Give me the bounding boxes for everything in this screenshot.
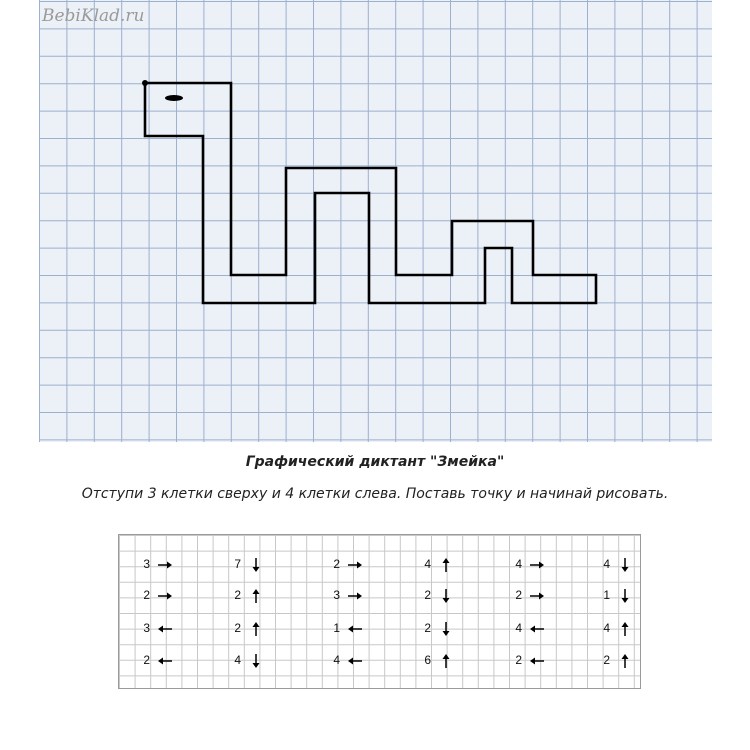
arrow-right-icon xyxy=(345,555,365,575)
arrow-up-icon xyxy=(615,651,635,671)
step-count: 2 xyxy=(143,588,150,602)
start-dot xyxy=(142,80,148,86)
arrow-up-icon xyxy=(615,619,635,639)
step-count: 2 xyxy=(333,557,340,571)
step-count: 7 xyxy=(234,557,241,571)
step-count: 4 xyxy=(515,557,522,571)
arrow-left-icon xyxy=(155,619,175,639)
step-count: 2 xyxy=(424,588,431,602)
arrow-right-icon xyxy=(155,586,175,606)
step-count: 2 xyxy=(515,653,522,667)
arrow-right-icon xyxy=(527,586,547,606)
graph-paper xyxy=(39,0,712,442)
snake-drawing-canvas xyxy=(39,0,712,442)
step-count: 2 xyxy=(234,621,241,635)
instruction-text: Отступи 3 клетки сверху и 4 клетки слева. Поставь точку и начинай рисовать. xyxy=(81,486,669,502)
arrow-left-icon xyxy=(527,651,547,671)
arrow-left-icon xyxy=(155,651,175,671)
arrow-down-icon xyxy=(246,651,266,671)
arrow-left-icon xyxy=(345,651,365,671)
arrow-up-icon xyxy=(246,619,266,639)
step-count: 3 xyxy=(143,621,150,635)
arrow-left-icon xyxy=(527,619,547,639)
step-count: 4 xyxy=(333,653,340,667)
step-count: 2 xyxy=(515,588,522,602)
snake-eye xyxy=(165,95,183,101)
step-count: 4 xyxy=(603,621,610,635)
arrow-left-icon xyxy=(345,619,365,639)
step-count: 1 xyxy=(603,588,610,602)
step-count: 2 xyxy=(424,621,431,635)
arrow-up-icon xyxy=(246,586,266,606)
page-title: Графический диктант "Змейка" xyxy=(245,454,505,470)
arrow-right-icon xyxy=(345,586,365,606)
arrow-down-icon xyxy=(615,555,635,575)
arrow-down-icon xyxy=(615,586,635,606)
arrow-up-icon xyxy=(436,555,456,575)
arrow-right-icon xyxy=(527,555,547,575)
step-count: 2 xyxy=(234,588,241,602)
step-count: 3 xyxy=(143,557,150,571)
step-count: 4 xyxy=(234,653,241,667)
step-count: 4 xyxy=(603,557,610,571)
arrow-down-icon xyxy=(436,586,456,606)
arrow-up-icon xyxy=(436,651,456,671)
step-count: 4 xyxy=(515,621,522,635)
step-count: 3 xyxy=(333,588,340,602)
site-watermark: BebiKlad.ru xyxy=(42,6,145,26)
arrow-down-icon xyxy=(246,555,266,575)
step-count: 2 xyxy=(143,653,150,667)
step-count: 2 xyxy=(603,653,610,667)
dictation-table xyxy=(118,534,641,689)
arrow-down-icon xyxy=(436,619,456,639)
step-count: 1 xyxy=(333,621,340,635)
step-count: 4 xyxy=(424,557,431,571)
table-grid xyxy=(119,535,640,688)
arrow-right-icon xyxy=(155,555,175,575)
step-count: 6 xyxy=(424,653,431,667)
